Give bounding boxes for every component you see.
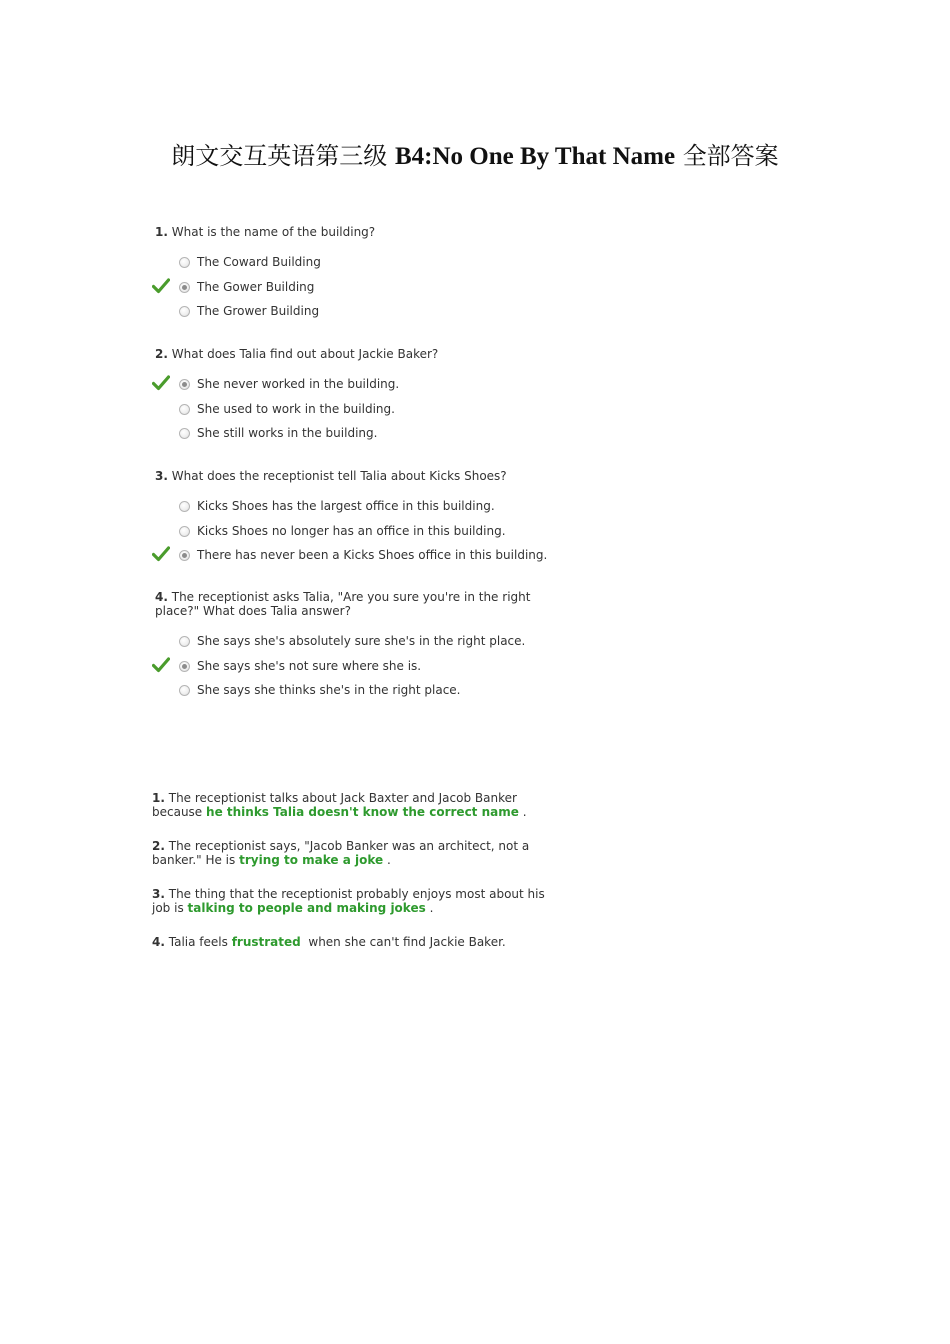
option-3-c[interactable] — [148, 548, 568, 566]
fill-in-item-2 — [152, 839, 572, 867]
question-number: 4. — [155, 590, 168, 604]
option-2-c[interactable] — [148, 426, 568, 444]
option-label: She used to work in the building. — [197, 402, 395, 416]
option-label: She says she's absolutely sure she's in the right place. — [197, 634, 526, 648]
item-text: The receptionist talks about Jack Baxter and Jacob Banker — [168, 791, 517, 805]
item-number: 2. — [152, 839, 165, 853]
radio-button[interactable] — [179, 526, 190, 537]
question-text — [155, 590, 530, 618]
item-number: 4. — [152, 935, 165, 949]
option-label: There has never been a Kicks Shoes office in this building. — [197, 548, 548, 562]
option-label: The Gower Building — [197, 280, 315, 294]
title-suffix: 全部答案 — [682, 142, 779, 170]
radio-button[interactable] — [179, 428, 190, 439]
option-4-a[interactable] — [148, 634, 568, 652]
check-icon — [152, 657, 170, 673]
option-1-c[interactable] — [148, 304, 568, 322]
item-text: because — [152, 805, 203, 819]
item-text: job is — [152, 901, 184, 915]
radio-button[interactable] — [179, 257, 190, 268]
title-prefix: 朗文交互英语第三级 — [171, 142, 388, 170]
check-icon — [152, 375, 170, 391]
answer-text: trying to make a joke — [239, 853, 384, 867]
option-2-a[interactable] — [148, 377, 568, 395]
question-text — [155, 347, 438, 361]
option-3-b[interactable] — [148, 524, 568, 542]
option-label: Kicks Shoes has the largest office in this building. — [197, 499, 495, 513]
fill-in-item-1 — [152, 791, 572, 819]
item-text: The thing that the receptionist probably enjoys most about his — [168, 887, 545, 901]
radio-button-selected[interactable] — [179, 661, 190, 672]
check-icon — [152, 546, 170, 562]
radio-button[interactable] — [179, 501, 190, 512]
question-label-line1: The receptionist asks Talia, "Are you sure you're in the right — [171, 590, 531, 604]
option-3-a[interactable] — [148, 499, 568, 517]
option-1-a[interactable] — [148, 255, 568, 273]
item-text: . — [387, 853, 391, 867]
option-2-b[interactable] — [148, 402, 568, 420]
option-label: The Grower Building — [197, 304, 320, 318]
option-label: She says she thinks she's in the right place. — [197, 683, 461, 697]
item-number: 1. — [152, 791, 165, 805]
document-title — [0, 136, 950, 171]
option-1-b[interactable] — [148, 280, 568, 298]
fill-in-item-4 — [152, 935, 572, 949]
fill-in-item-3 — [152, 887, 572, 915]
option-label: She says she's not sure where she is. — [197, 659, 422, 673]
question-number: 3. — [155, 469, 168, 483]
radio-button-selected[interactable] — [179, 379, 190, 390]
radio-button[interactable] — [179, 636, 190, 647]
question-label: What does Talia find out about Jackie Baker? — [171, 347, 439, 361]
option-label: She still works in the building. — [197, 426, 378, 440]
item-text: The receptionist says, "Jacob Banker was an architect, not a — [168, 839, 530, 853]
item-text: . — [429, 901, 434, 915]
item-text: when she can't find Jackie Baker. — [304, 935, 506, 949]
title-bold: B4:No One By That Name — [394, 143, 676, 170]
question-number: 2. — [155, 347, 168, 361]
item-number: 3. — [152, 887, 165, 901]
option-4-b[interactable] — [148, 659, 568, 677]
question-label: What is the name of the building? — [171, 225, 376, 239]
option-label: Kicks Shoes no longer has an office in this building. — [197, 524, 506, 538]
question-label-line2: place?" What does Talia answer? — [155, 604, 351, 618]
radio-button-selected[interactable] — [179, 550, 190, 561]
answer-text: he thinks Talia doesn't know the correct name — [206, 805, 519, 819]
item-text: Talia feels — [168, 935, 228, 949]
question-text — [155, 225, 375, 239]
item-text: . — [522, 805, 527, 819]
check-icon — [152, 278, 170, 294]
question-label: What does the receptionist tell Talia about Kicks Shoes? — [171, 469, 507, 483]
option-label: The Coward Building — [197, 255, 321, 269]
item-text: banker." He is — [152, 853, 236, 867]
question-number: 1. — [155, 225, 168, 239]
radio-button[interactable] — [179, 685, 190, 696]
answer-text: frustrated — [231, 935, 301, 949]
radio-button[interactable] — [179, 306, 190, 317]
answer-text: talking to people and making jokes — [187, 901, 426, 915]
radio-button-selected[interactable] — [179, 282, 190, 293]
option-4-c[interactable] — [148, 683, 568, 701]
option-label: She never worked in the building. — [197, 377, 400, 391]
question-text — [155, 469, 507, 483]
radio-button[interactable] — [179, 404, 190, 415]
